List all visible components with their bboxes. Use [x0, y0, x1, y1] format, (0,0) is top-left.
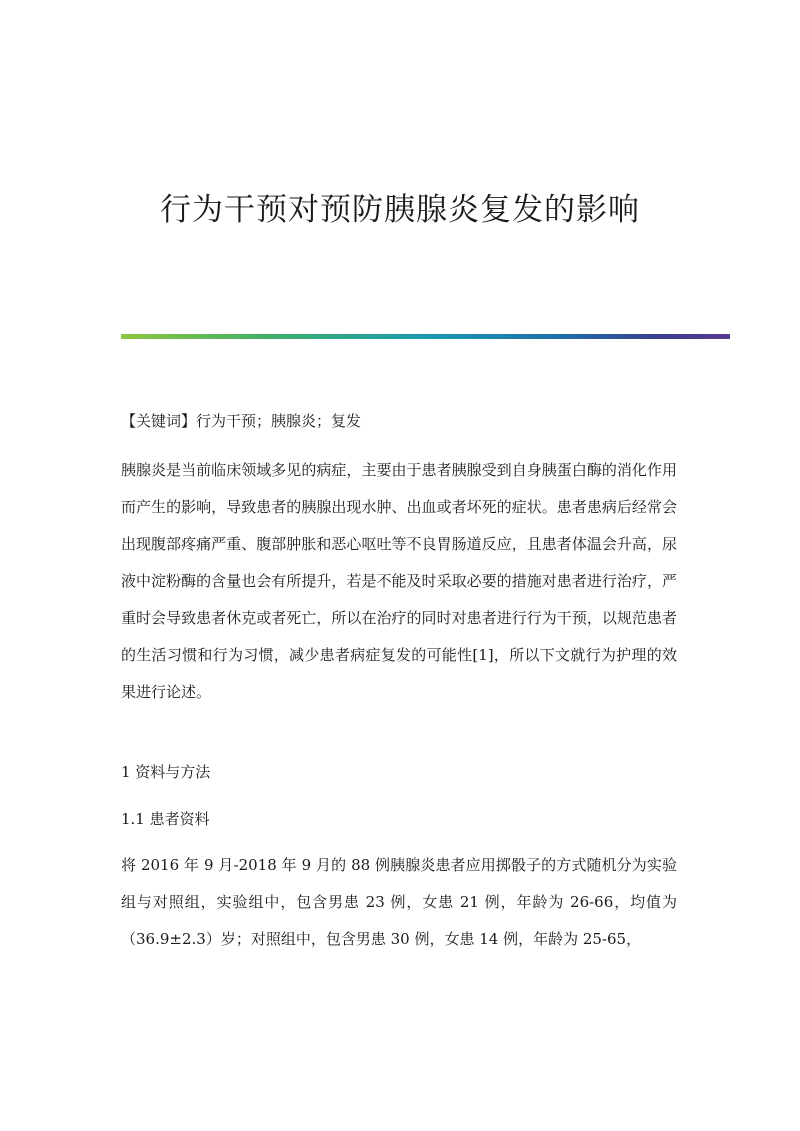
section-heading: 1 资料与方法 — [121, 763, 211, 781]
title-divider — [121, 334, 730, 339]
patient-data-paragraph: 将 2016 年 9 月-2018 年 9 月的 88 例胰腺炎患者应用掷骰子的方式随机分为实验组与对照组，实验组中，包含男患 23 例，女患 21 例，年龄为 26-66，均值为（36.9±2.3）岁；对照组中，包含男患 30 例，女患 14 例，年龄为 25-65， — [121, 856, 677, 948]
keywords-line — [121, 407, 361, 435]
intro-paragraph: 胰腺炎是当前临床领域多见的病症，主要由于患者胰腺受到自身胰蛋白酶的消化作用而产生的影响，导致患者的胰腺出现水肿、出血或者坏死的症状。患者患病后经常会出现腹部疼痛严重、腹部肿胀和恶心呕吐等不良胃肠道反应，且患者体温会升高，尿液中淀粉酶的含量也会有所提升，若是不能及时采取必要的措施对患者进行治疗，严重时会导致患者休克或者死亡，所以在治疗的同时对患者进行行为干预，以规范患者的生活习惯和行为习惯，减少患者病症复发的可能性[1]，所以下文就行为护理的效果进行论述。 — [121, 461, 677, 701]
keywords-label: 【关键词】 — [121, 412, 197, 430]
subsection-heading: 1.1 患者资料 — [121, 810, 210, 828]
document-title: 行为干预对预防胰腺炎复发的影响 — [160, 192, 640, 228]
keywords-text: 行为干预；胰腺炎；复发 — [196, 412, 362, 430]
